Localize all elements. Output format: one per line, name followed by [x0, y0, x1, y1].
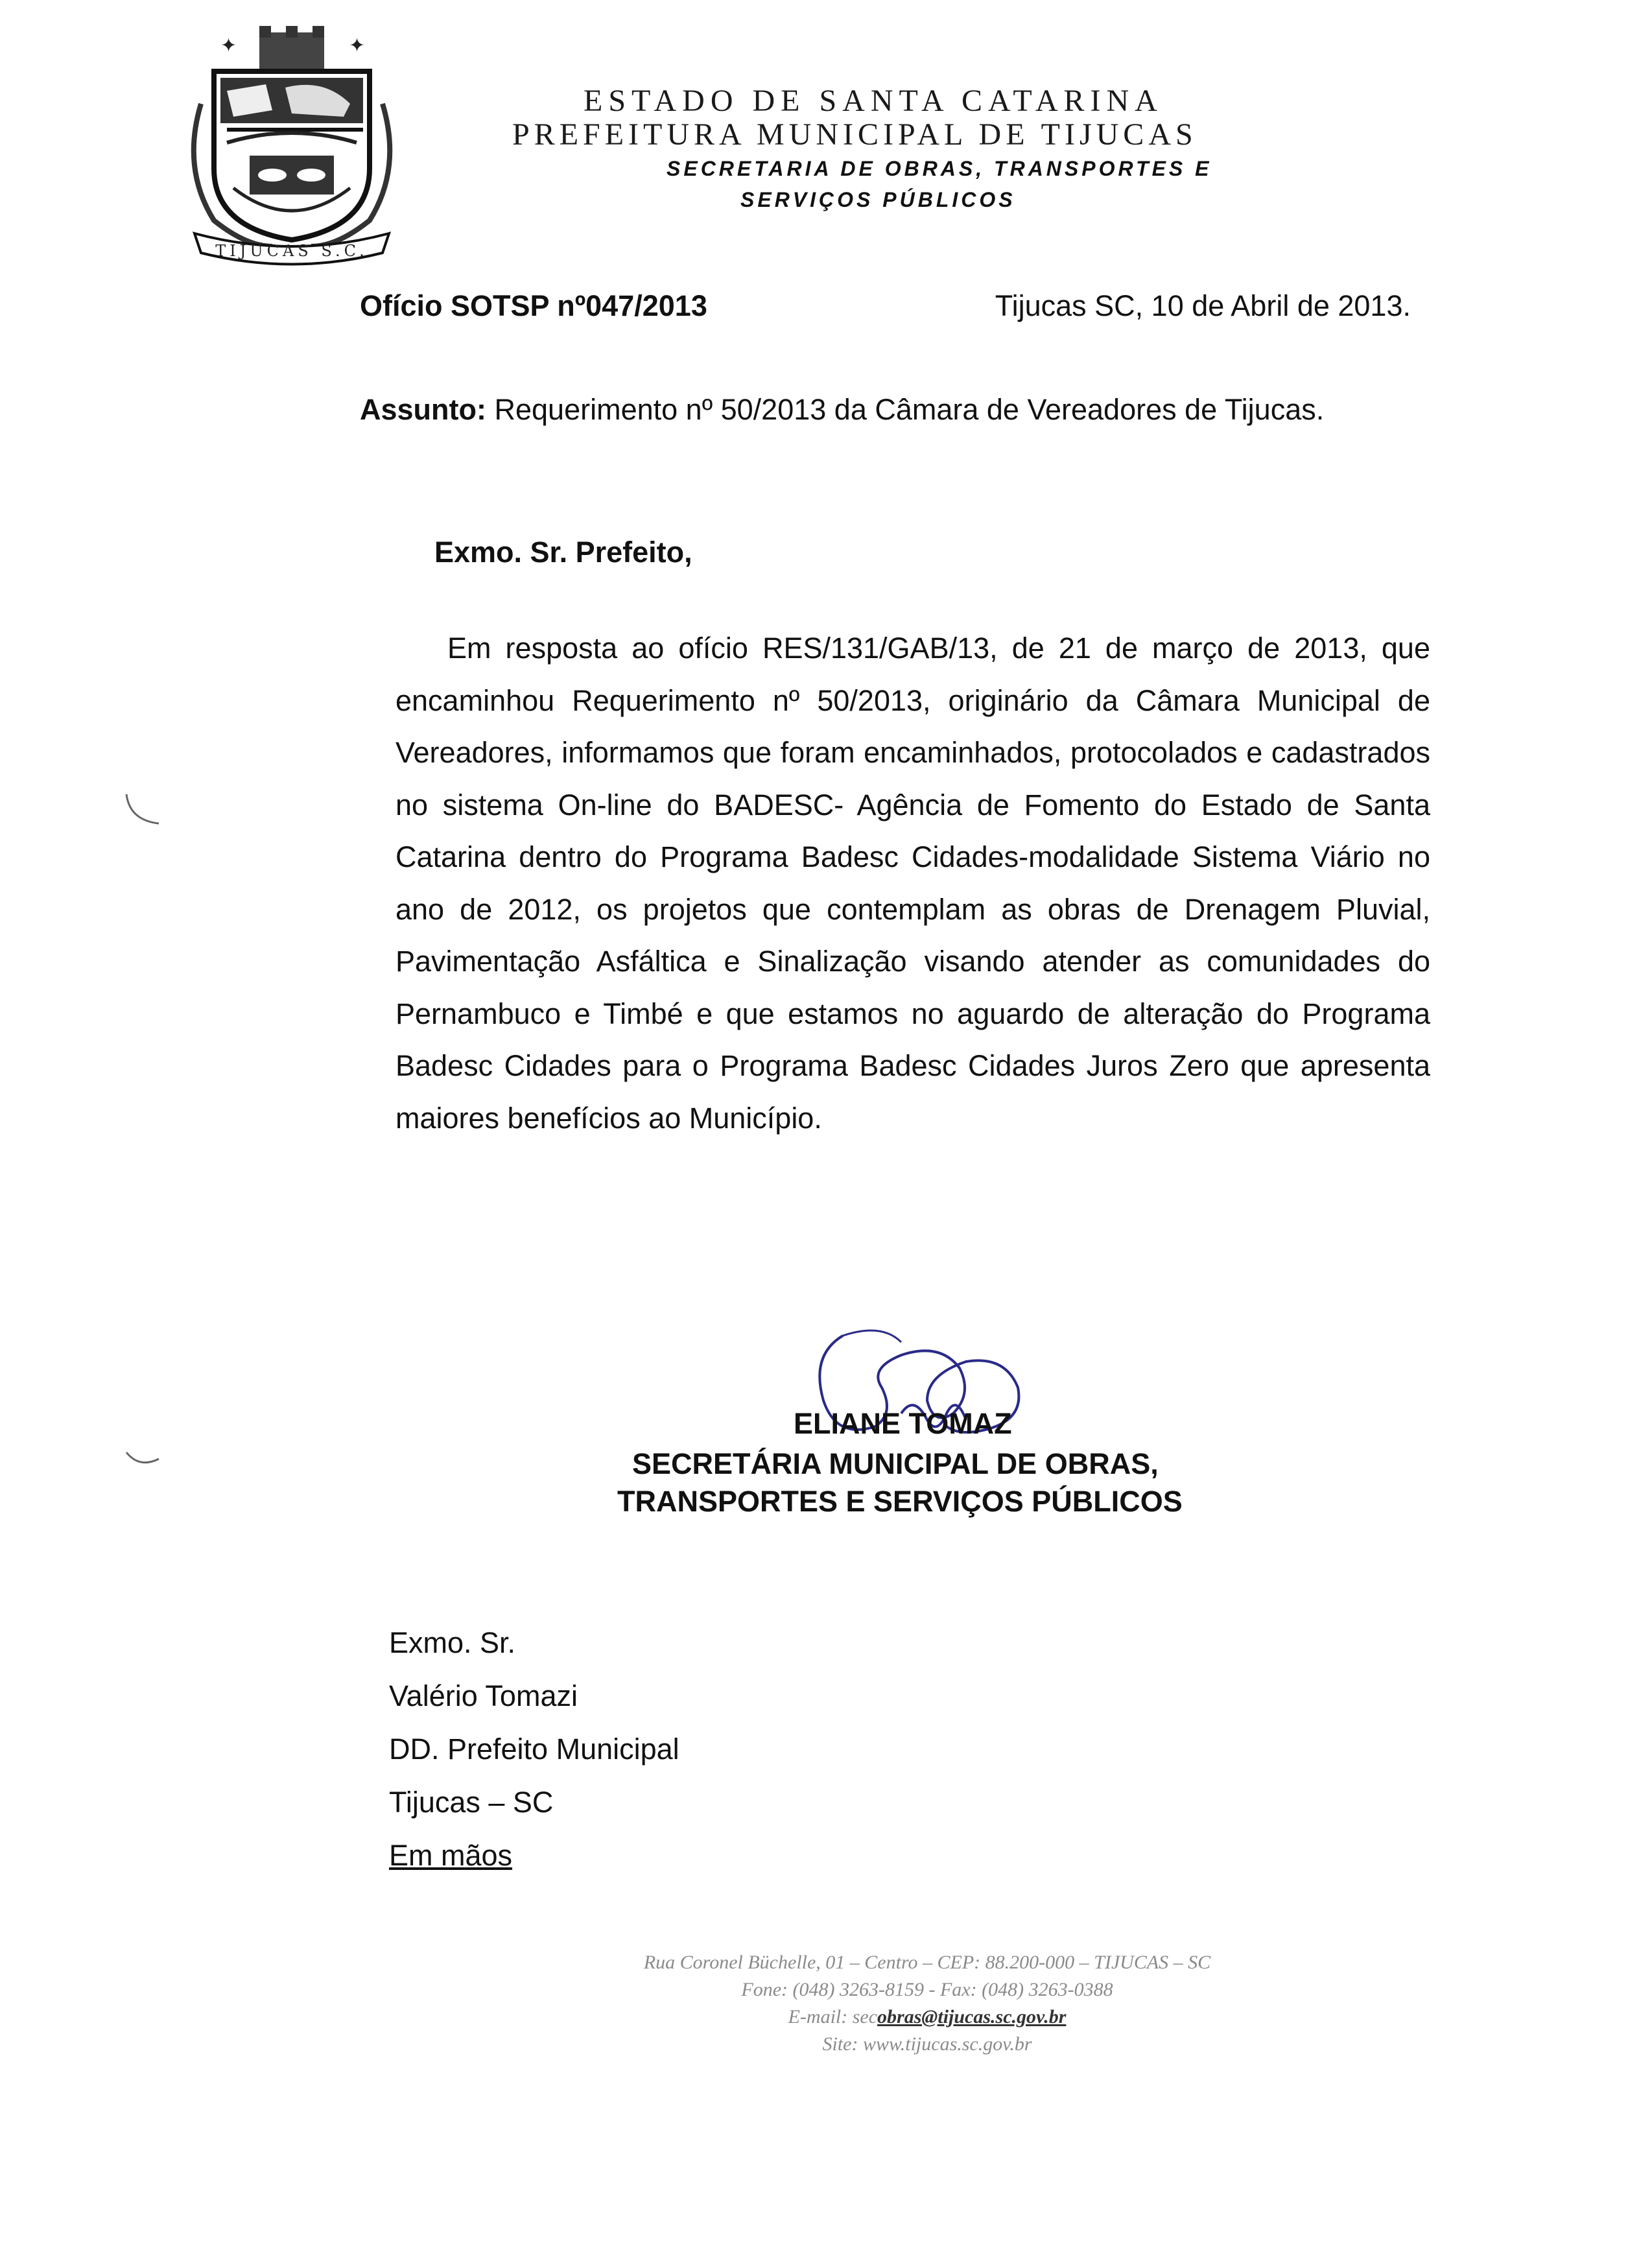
svg-text:TIJUCAS S.C.: TIJUCAS S.C.	[215, 242, 368, 260]
coat-of-arms-logo	[175, 26, 408, 285]
addressee-line1: Exmo. Sr.	[389, 1626, 516, 1659]
handwritten-signature	[804, 1316, 1076, 1465]
subject-line	[360, 393, 1324, 427]
punch-hole-mark	[120, 791, 165, 830]
footer-email-prefix: E-mail: sec	[788, 2006, 878, 2027]
salutation: Exmo. Sr. Prefeito,	[434, 536, 692, 569]
addressee-delivery-note: Em mãos	[389, 1839, 513, 1872]
subject-text: Requerimento nº 50/2013 da Câmara de Vereadores de Tijucas.	[486, 393, 1325, 426]
footer-email	[454, 2006, 1400, 2028]
letterhead-state: ESTADO DE SANTA CATARINA	[584, 84, 1163, 118]
letterhead-municipality: PREFEITURA MUNICIPAL DE TIJUCAS	[512, 117, 1198, 152]
signer-title-line2: TRANSPORTES E SERVIÇOS PÚBLICOS	[617, 1485, 1183, 1518]
addressee-name: Valério Tomazi	[389, 1679, 578, 1712]
signer-name: ELIANE TOMAZ	[794, 1407, 1012, 1440]
footer-site: Site: www.tijucas.sc.gov.br	[822, 2033, 1032, 2055]
document-date: Tijucas SC, 10 de Abril de 2013.	[995, 289, 1411, 322]
addressee-city: Tijucas – SC	[389, 1786, 554, 1819]
svg-text:✦: ✦	[349, 34, 366, 57]
letterhead-department-line2: SERVIÇOS PÚBLICOS	[740, 188, 1016, 211]
footer-phone: Fone: (048) 3263-8159 - Fax: (048) 3263-0388	[741, 1979, 1113, 2000]
signer-title-line1: SECRETÁRIA MUNICIPAL DE OBRAS,	[632, 1447, 1159, 1480]
punch-hole-mark	[120, 1433, 165, 1472]
footer-email-link[interactable]: obras@tijucas.sc.gov.br	[877, 2006, 1067, 2027]
letter-body: Em resposta ao ofício RES/131/GAB/13, de 21 de março de 2013, que encaminhou Requerimento nº 50/2013, originário da Câmara Municipal de Vereadores, informamos que foram encaminhados, protocolados e cadastrados no sistema On-line do BADESC- Agência de Fomento do Estado de Santa Catarina dentro do Programa Badesc Cidades-modalidade Sistema Viário no ano de 2012, os projetos que contemplam as obras de Drenagem Pluvial, Pavimentação Asfáltica e Sinalização visando atender as comunidades do Pernambuco e Timbé e que estamos no aguardo de alteração do Programa Badesc Cidades para o Programa Badesc Cidades Juros Zero que apresenta maiores benefícios ao Município.	[395, 632, 1430, 1135]
subject-label: Assunto:	[360, 393, 486, 426]
letterhead-department-line1: SECRETARIA DE OBRAS, TRANSPORTES E	[667, 157, 1212, 180]
footer-address: Rua Coronel Büchelle, 01 – Centro – CEP: 88.200-000 – TIJUCAS – SC	[643, 1952, 1211, 1973]
svg-text:✦: ✦	[220, 34, 237, 57]
addressee-title: DD. Prefeito Municipal	[389, 1732, 679, 1766]
document-reference-number: Ofício SOTSP nº047/2013	[360, 289, 707, 322]
